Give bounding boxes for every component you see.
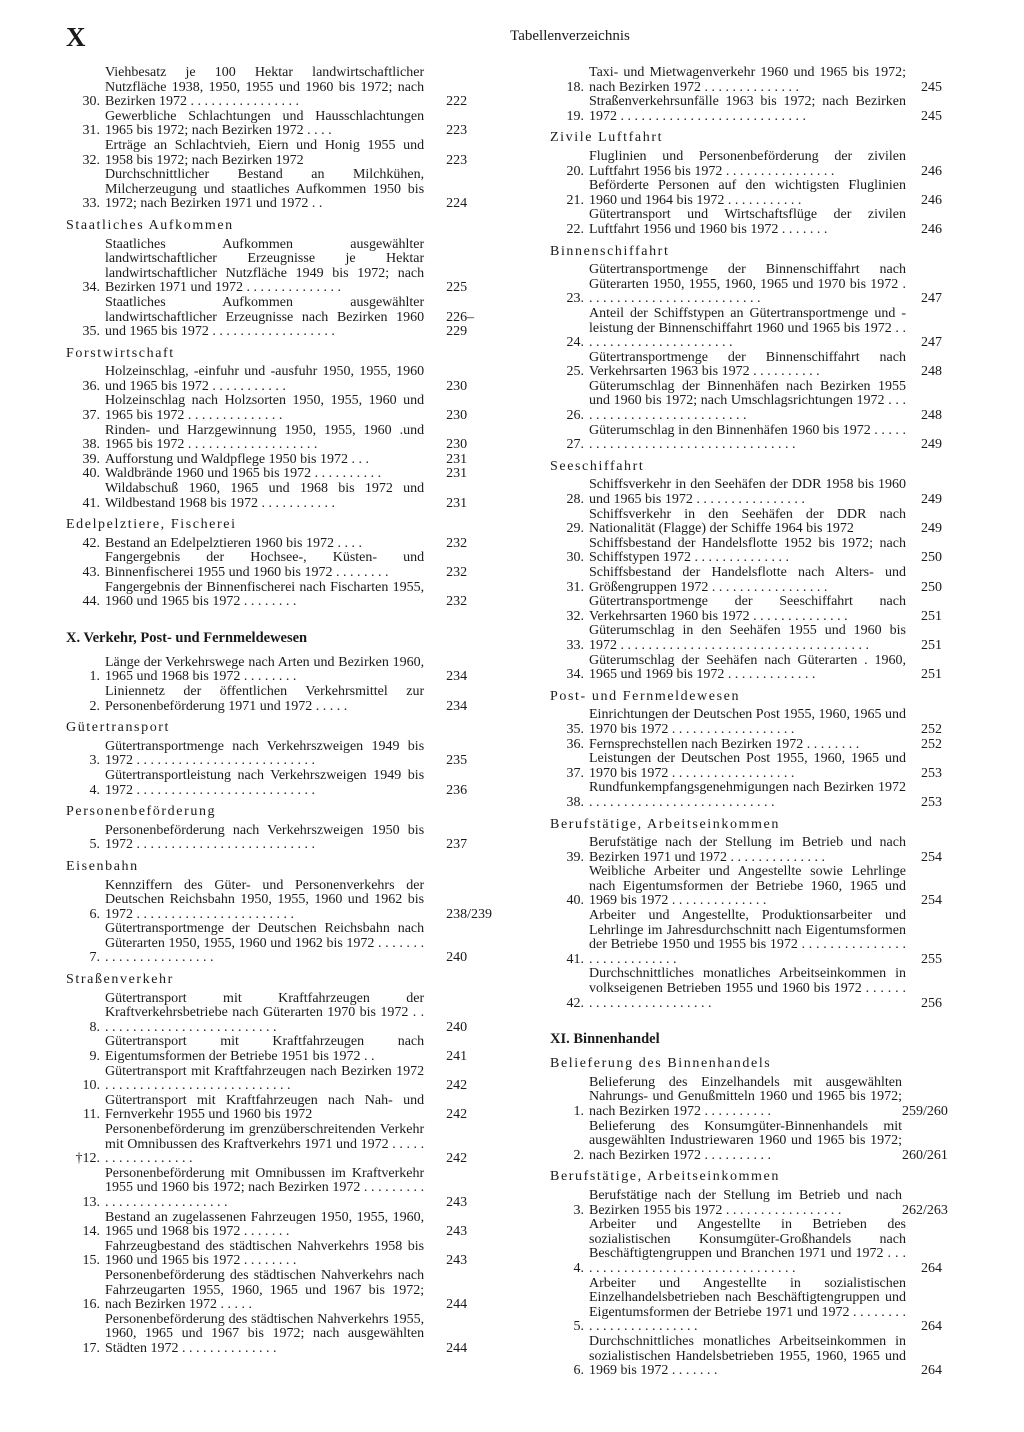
entry-page-number: 254: [921, 849, 942, 865]
entry-page-number: 224: [446, 196, 468, 212]
toc-entry: [550, 1335, 942, 1379]
entry-number: 19.: [566, 108, 584, 124]
entry-title: Schiffsbestand der Handelsflotte nach Alters- und Größengruppen 1972 . . . . . . . . . . . . . . . . .: [589, 565, 906, 595]
toc-entry: [66, 1094, 492, 1123]
entry-title: Belieferung des Konsumgüter-Binnenhandels mit ausgewählten Industriewaren 1960 und 1965 bis 1972; nach Bezirken 1972 . . . . . . . . . .: [589, 1118, 902, 1163]
entry-title: Anteil der Schiffstypen an Gütertransportmenge und -leistung der Binnenschiffahrt 1960 und 1965 bis 1972 . . . . . . . . . . . . . . . . . . . . . . .: [589, 305, 906, 351]
toc-entry: [66, 1065, 492, 1094]
entry-page-number: 237: [446, 837, 468, 853]
toc-entry: [550, 967, 942, 1011]
toc-entry: [550, 263, 942, 307]
entry-title: Holzeinschlag nach Holzsorten 1950, 1955, 1960 und 1965 bis 1972 . . . . . . . . . . . . . .: [105, 393, 425, 424]
entry-title: Rundfunkempfangsgenehmigungen nach Bezirken 1972 . . . . . . . . . . . . . . . . . . . . . . . . . . .: [589, 780, 906, 810]
entry-number: 10.: [82, 1078, 100, 1094]
subsection-heading: Personenbeförderung: [66, 804, 217, 820]
entry-number: 22.: [566, 221, 584, 237]
entry-page-number: 246: [921, 163, 942, 179]
toc-entry: [66, 453, 492, 468]
entry-page-number: 248: [921, 408, 942, 424]
toc-entry: [66, 551, 492, 580]
entry-title: Leistungen der Deutschen Post 1955, 1960, 1965 und 1970 bis 1972 . . . . . . . . . . . . . . . . . .: [589, 751, 906, 781]
entry-title: Belieferung des Einzelhandels mit ausgewählten Nahrungs- und Genußmitteln 1960 und 1965 bis 1972; nach Bezirken 1972 . . . . . . . . . .: [589, 1074, 902, 1119]
entry-title: Arbeiter und Angestellte in Betrieben des sozialistischen Konsumgüter-Großhandels nach Beschäftigtengruppen und Branchen 1971 und 1972 . . . . . . . . . . . . . . . . . . . . . . . . . . . . . . . . .: [589, 1217, 906, 1276]
entry-page-number: 230: [446, 408, 468, 424]
entry-title: Wildabschuß 1960, 1965 und 1968 bis 1972 und Wildbestand 1968 bis 1972 . . . . . . . . . . .: [105, 481, 425, 511]
entry-title: Gütertransportmenge der Binnenschiffahrt nach Verkehrsarten 1963 bis 1972 . . . . . . . . . .: [589, 349, 906, 380]
entry-number: 39.: [82, 451, 100, 467]
entry-page-number: 243: [446, 1253, 468, 1269]
entry-page-number: 242: [446, 1107, 468, 1123]
entry-page-number: 232: [446, 535, 468, 551]
entry-number: 7.: [89, 950, 100, 966]
entry-title: Gütertransportmenge nach Verkehrszweigen 1949 bis 1972 . . . . . . . . . . . . . . . . . . . . . . . . . .: [105, 738, 425, 769]
entry-title: Güterumschlag in den Binnenhäfen 1960 bis 1972 . . . . . . . . . . . . . . . . . . . . . . . . . . . . . . . . . . .: [589, 422, 906, 453]
entry-page-number: 246: [921, 192, 942, 208]
entry-title: Personenbeförderung mit Omnibussen im Kraftverkehr 1955 und 1960 bis 1972; nach Bezirken 1972 . . . . . . . . . . . . . . . . . . . . . . . . . . .: [105, 1165, 425, 1210]
entry-page-number: 249: [921, 437, 942, 453]
entry-page-number: 236: [446, 782, 468, 798]
entry-title: Aufforstung und Waldpflege 1950 bis 1972 . . .: [105, 451, 369, 467]
toc-entry: [66, 1035, 492, 1064]
entry-page-number: 231: [446, 495, 468, 511]
entry-number: 38.: [566, 794, 584, 810]
entry-page-number: 242: [446, 1151, 468, 1167]
entry-number: 2.: [573, 1147, 584, 1163]
entry-title: Bestand an zugelassenen Fahrzeugen 1950, 1955, 1960, 1965 und 1968 bis 1972 . . . . . . .: [105, 1209, 425, 1240]
toc-entry: [66, 1123, 492, 1167]
entry-page-number: 259/260: [902, 1104, 948, 1119]
entry-number: 43.: [82, 565, 100, 580]
toc-entry: [66, 66, 492, 110]
entry-number: 33.: [566, 637, 584, 653]
entry-number: 8.: [89, 1019, 100, 1035]
entry-number: 34.: [566, 667, 584, 683]
entry-number: 1.: [89, 669, 100, 685]
entry-title: Gütertransport mit Kraftfahrzeugen nach Bezirken 1972 . . . . . . . . . . . . . . . . . . . . . . . . . . .: [105, 1063, 425, 1094]
toc-entry: [550, 66, 942, 95]
toc-entry: [66, 467, 492, 482]
entry-page-number: 260/261: [902, 1147, 948, 1163]
entry-page-number: 251: [921, 608, 942, 624]
entry-number: 35.: [566, 721, 584, 737]
toc-entry: [66, 656, 492, 685]
entry-page-number: 232: [446, 565, 468, 580]
entry-page-number: 262/263: [902, 1202, 948, 1218]
entry-title: Liniennetz der öffentlichen Verkehrsmittel zur Personenbeförderung 1971 und 1972 . . . . .: [105, 683, 425, 714]
toc-entry: [550, 595, 942, 624]
entry-number: 6.: [89, 906, 100, 922]
entry-title: Weibliche Arbeiter und Angestellte sowie Lehrlinge nach Eigentumsformen der Betriebe 1960, 1965 und 1969 bis 1972 . . . . . . . . . . . . . .: [589, 864, 906, 909]
entry-number: 42.: [566, 995, 584, 1011]
entry-number: 32.: [82, 152, 100, 168]
entry-title: Personenbeförderung des städtischen Nahverkehrs 1955, 1960, 1965 und 1967 bis 1972; nach ausgewählten Städten 1972 . . . . . . . . . . . . . .: [105, 1311, 425, 1356]
entry-number: 24.: [566, 335, 584, 351]
entry-title: Gütertransportmenge der Binnenschiffahrt nach Güterarten 1950, 1955, 1960, 1965 und 1970 bis 1972 . . . . . . . . . . . . . . . . . . . . . . . . . .: [589, 262, 906, 307]
entry-page-number: 254: [921, 893, 942, 909]
entry-page-number: 226–229: [446, 309, 475, 340]
entry-page-number: 234: [446, 669, 468, 685]
toc-entry: [66, 238, 492, 296]
toc-entry: [66, 168, 492, 212]
entry-number: 30.: [566, 550, 584, 566]
left-column: [66, 66, 492, 1357]
entry-page-number: 250: [921, 550, 942, 566]
toc-entry: [550, 752, 942, 781]
entry-title: Staatliches Aufkommen ausgewählter landwirtschaftlicher Erzeugnisse nach Bezirken 1960 und 1965 bis 1972 . . . . . . . . . . . . . . . . . .: [105, 294, 425, 340]
entry-number: 41.: [82, 495, 100, 511]
entry-title: Fernsprechstellen nach Bezirken 1972 . . . . . . . .: [589, 736, 860, 752]
subsection-heading: Straßenverkehr: [66, 972, 174, 988]
entry-title: Güterumschlag in den Seehäfen 1955 und 1960 bis 1972 . . . . . . . . . . . . . . . . . . . . . . . . . . . . . . . . . . . .: [589, 623, 906, 653]
entry-number: 9.: [89, 1049, 100, 1065]
entry-page-number: 243: [446, 1224, 468, 1240]
entry-page-number: 244: [446, 1297, 468, 1313]
toc-entry: [66, 110, 492, 139]
entry-number: 23.: [566, 291, 584, 307]
entry-page-number: 232: [446, 594, 468, 610]
section-heading: X. Verkehr, Post- und Fernmeldewesen: [66, 629, 308, 646]
entry-page-number: 235: [446, 753, 468, 769]
entry-title: Durchschnittliches monatliches Arbeitseinkommen in volkseigenen Betrieben 1955 und 1960 bis 1972 . . . . . . . . . . . . . . . . . . . . . . . .: [589, 966, 906, 1011]
entry-page-number: 264: [921, 1260, 942, 1276]
subsection-heading: Belieferung des Binnenhandels: [550, 1056, 772, 1072]
entry-title: Erträge an Schlachtvieh, Eiern und Honig 1955 und 1958 bis 1972; nach Bezirken 1972: [105, 137, 425, 168]
entry-title: Arbeiter und Angestellte, Produktionsarbeiter und Lehrlinge im Jahresdurchschnitt nach Eigentumsformen der Betriebe 1950 und 1955 bis 1972 . . . . . . . . . . . . . . . . . . . . . . . . . . . .: [589, 908, 906, 967]
entry-title: Gütertransportleistung nach Verkehrszweigen 1949 bis 1972 . . . . . . . . . . . . . . . . . . . . . . . . . .: [105, 767, 425, 798]
entry-number: 26.: [566, 408, 584, 424]
entry-title: Fangergebnis der Binnenfischerei nach Fischarten 1955, 1960 und 1965 bis 1972 . . . . . . . .: [105, 579, 425, 610]
entry-number: 1.: [573, 1104, 584, 1119]
entry-number: 20.: [566, 163, 584, 179]
entry-number: 15.: [82, 1253, 100, 1269]
entry-title: Durchschnittliches monatliches Arbeitseinkommen in sozialistischen Handelsbetrieben 1955, 1960, 1965 und 1969 bis 1972 . . . . . . .: [589, 1333, 906, 1379]
entry-title: Bestand an Edelpelztieren 1960 bis 1972 . . . .: [105, 535, 362, 551]
entry-title: Gütertransportmenge der Seeschiffahrt nach Verkehrsarten 1960 bis 1972 . . . . . . . . . . . . . .: [589, 594, 906, 624]
entry-number: 16.: [82, 1297, 100, 1313]
entry-title: Gütertransportmenge der Deutschen Reichsbahn nach Güterarten 1950, 1955, 1960 und 1962 bis 1972 . . . . . . . . . . . . . . . . . . . . . . .: [105, 921, 425, 966]
entry-title: Gütertransport und Wirtschaftsflüge der zivilen Luftfahrt 1956 und 1960 bis 1972 . . . . . . .: [589, 207, 906, 237]
entry-title: Holzeinschlag, -einfuhr und -ausfuhr 1950, 1955, 1960 und 1965 bis 1972 . . . . . . . . . . .: [105, 364, 425, 394]
entry-number: 40.: [566, 893, 584, 909]
entry-page-number: 249: [921, 492, 942, 508]
entry-title: Gütertransport mit Kraftfahrzeugen nach Nah- und Fernverkehr 1955 und 1960 bis 1972: [105, 1092, 425, 1123]
toc-entry: [550, 508, 942, 537]
entry-title: Gütertransport mit Kraftfahrzeugen nach Eigentumsformen der Betriebe 1951 bis 1972 . .: [105, 1034, 425, 1065]
toc-entry: [66, 1269, 492, 1313]
toc-entry: [550, 909, 942, 967]
entry-number: 31.: [566, 579, 584, 595]
entry-page-number: 248: [921, 364, 942, 380]
toc-entry: [550, 865, 942, 909]
toc-entry: [550, 1187, 948, 1218]
entry-title: Kennziffern des Güter- und Personenverkehrs der Deutschen Reichsbahn 1950, 1955, 1960 und 1962 bis 1972 . . . . . . . . . . . . . . . . . . . . . . .: [105, 877, 425, 922]
entry-page-number: 245: [921, 108, 942, 124]
entry-page-number: 223: [446, 123, 468, 139]
entry-number: 30.: [82, 94, 100, 110]
entry-page-number: 225: [446, 280, 468, 296]
entry-number: 14.: [82, 1224, 100, 1240]
toc-entry: [550, 179, 942, 208]
toc-entry: [66, 394, 492, 423]
entry-page-number: 247: [921, 291, 942, 307]
entry-page-number: 223: [446, 152, 468, 168]
entry-title: Schiffsverkehr in den Seehäfen der DDR 1958 bis 1960 und 1965 bis 1972 . . . . . . . . . . . . . . . .: [589, 477, 906, 508]
entry-page-number: 241: [446, 1049, 468, 1065]
entry-number: 27.: [566, 437, 584, 453]
entry-title: Gewerbliche Schlachtungen und Hausschlachtungen 1965 bis 1972; nach Bezirken 1972 . . . .: [105, 108, 425, 139]
toc-entry: [66, 296, 492, 340]
entry-page-number: 238/239: [446, 906, 492, 922]
entry-title: Straßenverkehrsunfälle 1963 bis 1972; nach Bezirken 1972 . . . . . . . . . . . . . . . . . . . . . . . . . . .: [589, 94, 906, 124]
entry-number: 28.: [566, 492, 584, 508]
subsection-heading: Seeschiffahrt: [550, 458, 645, 474]
entry-number: 39.: [566, 849, 584, 865]
entry-page-number: 247: [921, 335, 942, 351]
entry-page-number: 240: [446, 1019, 468, 1035]
entry-number: 38.: [82, 437, 100, 453]
entry-page-number: 246: [921, 221, 942, 237]
entry-number: 40.: [82, 466, 100, 482]
toc-entry: [550, 624, 942, 653]
entry-number: 42.: [82, 535, 100, 551]
entry-title: Viehbesatz je 100 Hektar landwirtschaftlicher Nutzfläche 1938, 1950, 1955 und 1960 bis 1972; nach Bezirken 1972 . . . . . . . . . . . . . . . .: [105, 65, 425, 110]
entry-page-number: 253: [921, 794, 942, 810]
entry-title: Fluglinien und Personenbeförderung der zivilen Luftfahrt 1956 bis 1972 . . . . . . . . . . . . . . . .: [589, 148, 906, 179]
subsection-heading: Eisenbahn: [66, 858, 139, 874]
entry-title: Berufstätige nach der Stellung im Betrieb und nach Bezirken 1971 und 1972 . . . . . . . . . . . . . .: [589, 835, 906, 865]
entry-number: 35.: [82, 324, 100, 340]
toc-entry: [66, 482, 492, 511]
entry-page-number: 222: [446, 94, 468, 110]
toc-entry: [66, 740, 492, 769]
toc-entry: [550, 537, 942, 566]
toc-entry: [550, 654, 942, 683]
entry-number: 34.: [82, 280, 100, 296]
toc-entry: [66, 1240, 492, 1269]
entry-page-number: 231: [446, 451, 468, 467]
entry-number: 21.: [566, 192, 584, 208]
section-heading: XI. Binnenhandel: [550, 1031, 660, 1048]
entry-number: 4.: [573, 1260, 584, 1276]
entry-page-number: 251: [921, 667, 942, 683]
entry-number: 4.: [89, 782, 100, 798]
entry-page-number: 240: [446, 950, 468, 966]
entry-number: 6.: [573, 1363, 584, 1379]
toc-entry: [66, 769, 492, 798]
entry-page-number: 245: [921, 79, 942, 95]
entry-page-number: 251: [921, 637, 942, 653]
right-column: [550, 65, 948, 1379]
toc-entry: [66, 685, 492, 714]
toc-entry: [66, 424, 492, 453]
entry-number: 18.: [566, 79, 584, 95]
toc-entry: [550, 1118, 948, 1164]
entry-page-number: 244: [446, 1340, 468, 1356]
toc-entry: [550, 836, 942, 865]
entry-number: 41.: [566, 951, 584, 967]
entry-number: 13.: [82, 1194, 100, 1210]
entry-page-number: 256: [921, 995, 942, 1011]
entry-title: Güterumschlag der Binnenhäfen nach Bezirken 1955 und 1960 bis 1972; nach Umschlagsrichtungen 1972 . . . . . . . . . . . . . . . . . . . . . . . . . .: [589, 378, 906, 424]
entry-number: 17.: [82, 1340, 100, 1356]
entry-number: †12.: [75, 1151, 100, 1167]
subsection-heading: Zivile Luftfahrt: [550, 130, 664, 146]
entry-number: 5.: [89, 837, 100, 853]
entry-page-number: 230: [446, 437, 468, 453]
entry-title: Fangergebnis der Hochsee-, Küsten- und Binnenfischerei 1955 und 1960 bis 1972 . . . . . . . .: [105, 550, 425, 580]
entry-page-number: 231: [446, 466, 468, 482]
entry-title: Personenbeförderung des städtischen Nahverkehrs nach Fahrzeugarten 1955, 1960, 1965 und 1967 bis 1972; nach Bezirken 1972 . . . . .: [105, 1267, 425, 1313]
entry-page-number: 252: [921, 736, 942, 752]
entry-page-number: 264: [921, 1363, 942, 1379]
toc-entry: [66, 1211, 492, 1240]
toc-entry: [550, 307, 942, 351]
toc-entry: [66, 1313, 492, 1357]
entry-title: Güterumschlag der Seehäfen nach Güterarten . 1960, 1965 und 1969 bis 1972 . . . . . . . . . . . . .: [589, 652, 906, 683]
subsection-heading: Binnenschiffahrt: [550, 243, 670, 259]
entry-number: 2.: [89, 698, 100, 714]
entry-page-number: 234: [446, 698, 468, 714]
toc-entry: [66, 1167, 492, 1211]
entry-number: 37.: [82, 408, 100, 424]
toc-entry: [66, 922, 492, 966]
entry-number: 31.: [82, 123, 100, 139]
toc-entry: [550, 1277, 942, 1335]
entry-page-number: 243: [446, 1194, 468, 1210]
toc-entry: [550, 351, 942, 380]
toc-entry: [550, 738, 942, 753]
subsection-heading: Berufstätige, Arbeitseinkommen: [550, 816, 780, 832]
entry-page-number: 253: [921, 765, 942, 781]
entry-title: Waldbrände 1960 und 1965 bis 1972 . . . . . . . . . .: [105, 466, 382, 482]
toc-entry: [550, 1074, 948, 1120]
entry-title: Schiffsverkehr in den Seehäfen der DDR nach Nationalität (Flagge) der Schiffe 1964 bis 1972: [589, 506, 906, 537]
toc-entry: [66, 824, 492, 853]
entry-number: 25.: [566, 364, 584, 380]
toc-entry: [550, 1218, 942, 1276]
toc-entry: [550, 208, 942, 237]
subsection-heading: Berufstätige, Arbeitseinkommen: [550, 1169, 780, 1185]
entry-number: 5.: [573, 1319, 584, 1335]
toc-entry: [66, 365, 492, 394]
entry-title: Gütertransport mit Kraftfahrzeugen der Kraftverkehrsbetriebe nach Güterarten 1970 bis 1972 . . . . . . . . . . . . . . . . . . . . . . . . . . .: [105, 990, 425, 1035]
running-header-title: Tabellenverzeichnis: [510, 28, 630, 44]
entry-title: Berufstätige nach der Stellung im Betrieb und nach Bezirken 1955 bis 1972 . . . . . . . . . . . . . . . . .: [589, 1187, 902, 1218]
toc-entry: [66, 581, 492, 610]
subsection-heading: Staatliches Aufkommen: [66, 217, 234, 233]
entry-title: Staatliches Aufkommen ausgewählter landwirtschaftlicher Erzeugnisse je Hektar landwirtschaftlicher Nutzfläche 1949 bis 1972; nach Bezirken 1971 und 1972 . . . . . . . . . . . . . .: [105, 236, 425, 296]
entry-number: 37.: [566, 765, 584, 781]
entry-page-number: 264: [921, 1319, 942, 1335]
entry-title: Durchschnittlicher Bestand an Milchkühen, Milcherzeugung und staatliches Aufkommen 1950 bis 1972; nach Bezirken 1971 und 1972 . .: [105, 167, 425, 212]
entry-number: 11.: [83, 1107, 100, 1123]
entry-title: Schiffsbestand der Handelsflotte 1952 bis 1972; nach Schiffstypen 1972 . . . . . . . . . . . . . .: [589, 535, 906, 566]
toc-entry: [66, 139, 492, 168]
entry-title: Länge der Verkehrswege nach Arten und Bezirken 1960, 1965 und 1968 bis 1972 . . . . . . . .: [105, 654, 425, 685]
entry-number: 32.: [566, 608, 584, 624]
entry-number: 29.: [566, 521, 584, 537]
toc-entry: [550, 380, 942, 424]
entry-title: Fahrzeugbestand des städtischen Nahverkehrs 1958 bis 1960 und 1965 bis 1972 . . . . . . . .: [105, 1238, 425, 1269]
entry-title: Rinden- und Harzgewinnung 1950, 1955, 1960 .und 1965 bis 1972 . . . . . . . . . . . . . . . . . . .: [105, 422, 425, 453]
toc-entry: [550, 150, 942, 179]
subsection-heading: Edelpelztiere, Fischerei: [66, 517, 237, 533]
entry-title: Arbeiter und Angestellte in sozialistischen Einzelhandelsbetrieben nach Beschäftigtengruppen und Eigentumsformen der Betriebe 1971 und 1972 . . . . . . . . . . . . . . . . . . . . . . . .: [589, 1275, 906, 1335]
entry-page-number: 242: [446, 1078, 468, 1094]
toc-entry: [550, 95, 942, 124]
toc-entry: [66, 992, 492, 1036]
entry-number: 3.: [89, 753, 100, 769]
entry-title: Taxi- und Mietwagenverkehr 1960 und 1965 bis 1972; nach Bezirken 1972 . . . . . . . . . . . . . .: [589, 65, 906, 95]
entry-title: Beförderte Personen auf den wichtigsten Fluglinien 1960 und 1964 bis 1972 . . . . . . . . . . .: [589, 178, 906, 208]
entry-title: Einrichtungen der Deutschen Post 1955, 1960, 1965 und 1970 bis 1972 . . . . . . . . . . . . . . . . . .: [589, 707, 906, 737]
entry-number: 36.: [566, 736, 584, 752]
entry-number: 3.: [573, 1202, 584, 1218]
subsection-heading: Gütertransport: [66, 720, 171, 736]
entry-page-number: 252: [921, 721, 942, 737]
subsection-heading: Forstwirtschaft: [66, 345, 175, 361]
entry-number: 44.: [82, 594, 100, 610]
toc-entry: [66, 879, 492, 923]
toc-entry: [550, 708, 942, 737]
entry-page-number: 230: [446, 378, 468, 394]
toc-entry: [550, 781, 942, 810]
entry-page-number: 255: [921, 951, 942, 967]
page-roman-numeral: X: [66, 22, 87, 52]
entry-page-number: 250: [921, 579, 942, 595]
toc-entry: [550, 478, 942, 507]
entry-title: Personenbeförderung nach Verkehrszweigen 1950 bis 1972 . . . . . . . . . . . . . . . . . . . . . . . . . .: [105, 822, 425, 853]
toc-entry: [550, 424, 942, 453]
entry-number: 33.: [82, 196, 100, 212]
entry-number: 36.: [82, 378, 100, 394]
toc-entry: [66, 537, 492, 552]
entry-page-number: 249: [921, 521, 942, 537]
toc-entry: [550, 566, 942, 595]
subsection-heading: Post- und Fernmeldewesen: [550, 688, 741, 704]
entry-title: Personenbeförderung im grenzüberschreitenden Verkehr mit Omnibussen des Kraftverkehrs 1971 und 1972 . . . . . . . . . . . . . . . . . .: [105, 1122, 425, 1167]
